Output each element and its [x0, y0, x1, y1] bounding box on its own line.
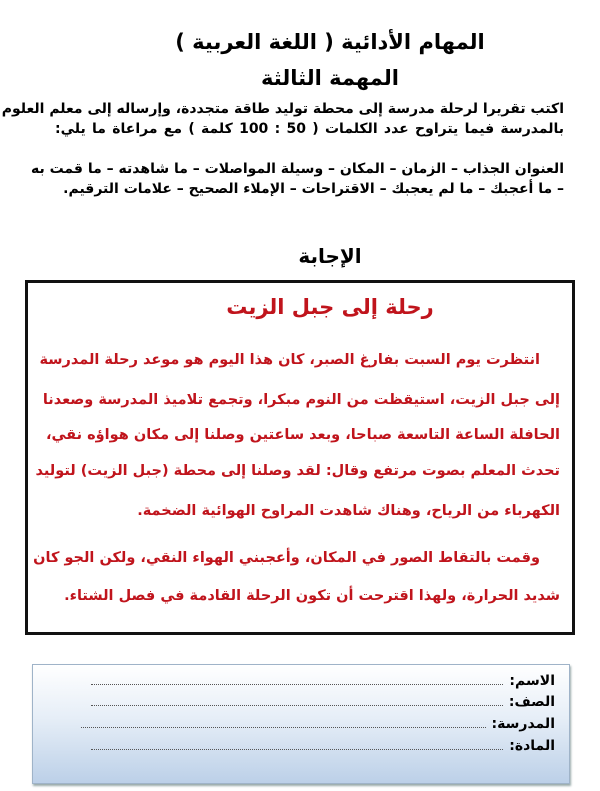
school-input-line[interactable]: [81, 726, 486, 728]
student-info-form: [32, 664, 570, 784]
criteria-line: العنوان الجذاب – الزمان – المكان – وسيلة المواصلات – ما شاهدته – ما قمت به: [30, 161, 564, 177]
grade-field[interactable]: [91, 694, 555, 710]
essay-line: إلى جبل الزيت، استيقظت من النوم مبكرا، وتجمع تلاميذ المدرسة وصعدنا: [42, 392, 560, 408]
essay-title: رحلة إلى جبل الزيت: [226, 295, 434, 319]
task-subtitle: المهمة الثالثة: [261, 66, 399, 90]
answer-box: [25, 280, 575, 635]
name-label: الاسم:: [509, 673, 555, 689]
essay-line: شديد الحرارة، ولهذا اقترحت أن تكون الرحلة القادمة في فصل الشتاء.: [64, 588, 560, 604]
essay-line: انتظرت يوم السبت بفارغ الصبر، كان هذا اليوم هو موعد رحلة المدرسة: [39, 352, 540, 368]
essay-line: الكهرباء من الرياح، وهناك شاهدت المراوح الهوائية الضخمة.: [137, 503, 560, 519]
school-field[interactable]: [81, 716, 555, 732]
subject-field[interactable]: [91, 738, 555, 754]
subject-input-line[interactable]: [91, 748, 503, 750]
school-label: المدرسة:: [491, 716, 555, 732]
essay-line: تحدث المعلم بصوت مرتفع وقال: لقد وصلنا إلى محطة (جبل الزيت) لتوليد: [35, 463, 560, 479]
name-input-line[interactable]: [91, 683, 503, 685]
grade-input-line[interactable]: [91, 704, 503, 706]
answer-heading: الإجابة: [298, 244, 362, 268]
grade-label: الصف:: [508, 694, 555, 710]
essay-line: الحافلة الساعة التاسعة صباحا، وبعد ساعتين وصلنا إلى مكان هواؤه نقي،: [46, 427, 560, 443]
page-title: المهام الأدائية ( اللغة العربية ): [175, 30, 485, 54]
instruction-line: اكتب تقريرا لرحلة مدرسة إلى محطة توليد طاقة متجددة، وإرساله إلى معلم العلوم: [1, 101, 564, 117]
essay-line: وقمت بالتقاط الصور في المكان، وأعجبني الهواء النقي، ولكن الجو كان: [33, 550, 540, 566]
subject-label: المادة:: [509, 738, 555, 754]
criteria-line: – ما أعجبك – ما لم يعجبك – الاقتراحات – الإملاء الصحيح – علامات الترقيم.: [63, 181, 564, 197]
name-field[interactable]: [91, 673, 555, 689]
instruction-line: بالمدرسة فيما يتراوح عدد الكلمات ( 50 : 100 كلمة ) مع مراعاة ما يلي:: [55, 121, 564, 137]
